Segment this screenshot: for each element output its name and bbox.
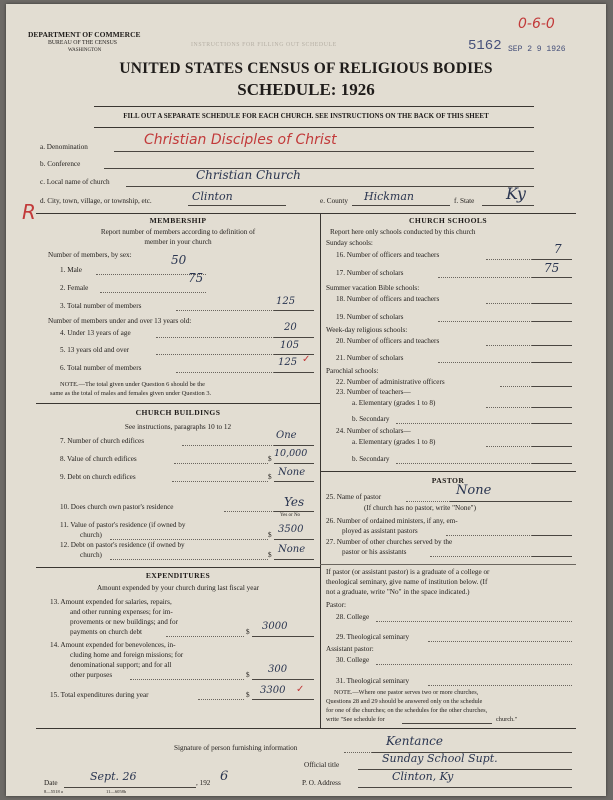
q6-total-label: 6. Total number of members <box>60 364 142 372</box>
q14-line4: other purposes <box>70 671 113 679</box>
age-intro-label: Number of members under and over 13 years old: <box>48 317 192 325</box>
q14-line2: cluding home and foreign missions; for <box>70 651 184 659</box>
department-label: DEPARTMENT OF COMMERCE <box>28 30 141 39</box>
q1-male-label: 1. Male <box>60 266 82 274</box>
buildings-sub: See instructions, paragraphs 10 to 12 <box>124 423 232 431</box>
q5-over13-label: 5. 13 years old and over <box>60 346 130 354</box>
q14-value: 300 <box>268 664 288 675</box>
q15-check-mark: ✓ <box>296 684 305 695</box>
graduate-instr-line2: theological seminary, give name of institution below. (If <box>326 578 488 586</box>
q3-total-label: 3. Total number of members <box>60 302 142 310</box>
receipt-stamp-date: SEP 2 9 1926 <box>508 45 566 54</box>
q26-line2: ployed as assistant pastors <box>342 527 418 535</box>
schools-intro: Report here only schools conducted by this church <box>330 228 476 236</box>
q15-total-label: 15. Total expenditures during year <box>50 691 149 699</box>
q12-residence-debt-value: None <box>278 544 306 555</box>
graduate-instr-line3: not a graduate, write "No" in the space indicated.) <box>326 588 470 596</box>
q20-label: 20. Number of officers and teachers <box>336 337 440 345</box>
q9-debt-label: 9. Debt on church edifices <box>60 473 136 481</box>
city-town-label: d. City, town, village, or township, etc. <box>40 197 152 205</box>
city-town-value: Clinton <box>192 190 233 203</box>
bureau-label: BUREAU OF THE CENSUS <box>48 40 117 46</box>
q17-label: 17. Number of scholars <box>336 269 404 277</box>
q18-label: 18. Number of officers and teachers <box>336 295 440 303</box>
q7-edifices-value: One <box>276 430 297 441</box>
pastor-heading: PASTOR <box>431 476 465 485</box>
q29-label: 29. Theological seminary <box>336 633 410 641</box>
receipt-stamp-number: 5162 <box>468 38 502 54</box>
county-value: Hickman <box>364 190 415 203</box>
parochial-schools-label: Parochial schools: <box>326 367 379 375</box>
assistant-pastor-subheading: Assistant pastor: <box>326 645 374 653</box>
margin-r-mark: R <box>22 200 36 224</box>
q17-value: 75 <box>544 261 560 275</box>
q14-line1: 14. Amount expended for benevolences, in- <box>50 641 176 649</box>
pastor-subheading: Pastor: <box>326 601 346 609</box>
fill-out-instruction: FILL OUT A SEPARATE SCHEDULE FOR EACH CHURCH. SEE INSTRUCTIONS ON THE BACK OF THIS SHEET <box>123 112 489 120</box>
signature-value: Kentance <box>386 734 443 748</box>
q16-value: 7 <box>554 242 562 256</box>
q25-label: 25. Name of pastor <box>326 493 382 501</box>
q8-value-label: 8. Value of church edifices <box>60 455 137 463</box>
membership-intro-line2: member in your church <box>144 238 212 246</box>
yes-or-no-note: Yes or No <box>280 513 301 518</box>
q11-residence-value-label-1: 11. Value of pastor's residence (if owned by <box>60 521 186 529</box>
q22-label: 22. Number of administrative officers <box>336 378 445 386</box>
expenditures-heading: EXPENDITURES <box>145 571 211 580</box>
membership-intro-line1: Report number of members according to definition of <box>100 228 256 236</box>
year-value: 6 <box>220 769 229 784</box>
q13-line2: and other running expenses; for im- <box>70 608 173 616</box>
q24b-label: b. Secondary <box>352 455 390 463</box>
q11-residence-value-value: 3500 <box>278 524 304 535</box>
pastor-note-line4: write "See schedule for <box>326 716 385 723</box>
official-title-label: Official title <box>304 761 340 769</box>
summer-schools-label: Summer vacation Bible schools: <box>326 284 420 292</box>
q12-residence-debt-label-2: church) <box>80 551 102 559</box>
date-value: Sept. 26 <box>90 770 137 783</box>
q30-label: 30. College <box>336 656 370 664</box>
membership-note-line2: same as the total of males and females given under Question 3. <box>50 390 212 397</box>
q31-label: 31. Theological seminary <box>336 677 410 685</box>
date-label: Date <box>44 779 58 787</box>
form-number-2: 11—6058b <box>106 789 127 794</box>
q4-under13-label: 4. Under 13 years of age <box>60 329 131 337</box>
faded-instructions-text: INSTRUCTIONS FOR FILLING OUT SCHEDULE <box>191 42 337 48</box>
q24a-label: a. Elementary (grades 1 to 8) <box>352 438 436 446</box>
q10-residence-label: 10. Does church own pastor's residence <box>60 503 174 511</box>
po-address-value: Clinton, Ky <box>392 770 454 783</box>
signature-label: Signature of person furnishing information <box>174 744 298 752</box>
denomination-value: Christian Disciples of Christ <box>144 132 337 148</box>
q13-line1: 13. Amount expended for salaries, repairs, <box>50 598 172 606</box>
q28-label: 28. College <box>336 613 370 621</box>
official-title-value: Sunday School Supt. <box>382 752 498 765</box>
q13-value: 3000 <box>262 621 288 632</box>
state-value: Ky <box>506 184 526 203</box>
q25-note: (If church has no pastor, write "None") <box>364 504 476 512</box>
q2-female-label: 2. Female <box>60 284 89 292</box>
q27-line2: pastor or his assistants <box>342 548 407 556</box>
q23-label: 23. Number of teachers— <box>336 388 411 396</box>
local-name-value: Christian Church <box>196 168 301 182</box>
graduate-instr-line1: If pastor (or assistant pastor) is a graduate of a college or <box>326 568 490 576</box>
q16-label: 16. Number of officers and teachers <box>336 251 440 259</box>
q7-edifices-label: 7. Number of church edifices <box>60 437 145 445</box>
q14-line3: denominational support; and for all <box>70 661 172 669</box>
q3-total-value: 125 <box>276 296 296 307</box>
q13-line3: provements or new buildings; and for <box>70 618 178 626</box>
po-address-label: P. O. Address <box>302 779 341 787</box>
sunday-schools-label: Sunday schools: <box>326 239 373 247</box>
form-title: UNITED STATES CENSUS OF RELIGIOUS BODIES <box>119 60 493 77</box>
q4-under13-value: 20 <box>284 322 297 333</box>
q10-residence-value: Yes <box>284 495 305 509</box>
q24-label: 24. Number of scholars— <box>336 427 411 435</box>
pastor-note-line5: church." <box>496 716 518 723</box>
q2-female-value: 75 <box>188 271 204 285</box>
weekday-schools-label: Week-day religious schools: <box>326 326 408 334</box>
q23a-label: a. Elementary (grades 1 to 8) <box>352 399 436 407</box>
q9-debt-value: None <box>278 467 306 478</box>
red-code-mark: 0-6-0 <box>518 16 555 32</box>
city-label: WASHINGTON <box>68 48 102 53</box>
q19-label: 19. Number of scholars <box>336 313 404 321</box>
q15-total-value: 3300 <box>260 685 286 696</box>
pastor-note-line3: for one of the churches; on the schedules for the other churches, <box>326 707 488 714</box>
county-label: e. County <box>320 197 348 205</box>
conference-label: b. Conference <box>40 160 81 168</box>
q8-value-value: 10,000 <box>274 448 308 459</box>
denomination-label: a. Denomination <box>40 143 88 151</box>
members-by-sex-label: Number of members, by sex: <box>48 251 132 259</box>
expenditures-sub: Amount expended by your church during last fiscal year <box>96 584 260 592</box>
membership-note-line1: NOTE.—The total given under Question 6 should be the <box>60 381 206 388</box>
q12-residence-debt-label-1: 12. Debt on pastor's residence (if owned by <box>60 541 185 549</box>
q26-line1: 26. Number of ordained ministers, if any, em- <box>326 517 458 525</box>
q21-label: 21. Number of scholars <box>336 354 404 362</box>
form-number: 8—5518 a <box>44 789 63 794</box>
pastor-note-line1: NOTE.—Where one pastor serves two or more churches, <box>334 689 479 696</box>
pastor-note-line2: Questions 28 and 29 should be answered only on the schedule <box>326 698 483 705</box>
local-name-label: c. Local name of church <box>40 178 110 186</box>
schedule-title: SCHEDULE: 1926 <box>237 80 375 99</box>
q1-male-value: 50 <box>171 253 187 267</box>
buildings-heading: CHURCH BUILDINGS <box>135 408 221 417</box>
q11-residence-value-label-2: church) <box>80 531 102 539</box>
q23b-label: b. Secondary <box>352 415 390 423</box>
schools-heading: CHURCH SCHOOLS <box>409 216 487 225</box>
q27-line1: 27. Number of other churches served by the <box>326 538 453 546</box>
q6-check-mark: ✓ <box>302 354 311 365</box>
census-schedule-sheet: DEPARTMENT OF COMMERCE BUREAU OF THE CENSUS WASHINGTON INSTRUCTIONS FOR FILLING OUT SCHEDULE 5162 SEP 2 9 1926 0-6-0 UNITED STATES CENSUS OF RELIGIOUS BODIES SCHEDULE: 1926 FILL OUT A SEPARATE SCHEDULE FOR EACH CHURCH. SEE INSTRUCTIONS ON THE BACK OF THIS SHEET a. Denomination Christian Disciples of Christ b. Conference c. Local name of church Christian Church d. City, town, village, or township, etc. Clinton e. County Hickman f. State Ky R MEMBERSHIP Report number of members according to definition of member in your church Number of members, by sex: 1. Male 50 2. Female 75 3. Total number of members 125 Number of members under and over 13 years old: 4. Under 13 years of age 20 5. 13 years old and over 105 6. Total number of members 125 ✓ NOTE.—The total given under Question 6 should be the same as the total of males and females given under Question 3. CHURCH BUILDINGS See instructions, paragraphs 10 to 12 7. Number of church edifices One 8. Value of church edifices $ 10,000 9. Debt on church edifices $ None 10. Does church own pastor's residence Yes Yes or No 11. Value of pastor's residence (if owned by church) $ 3500 12. Debt on pastor's residence (if owned by church) $ None EXPENDITURES Amount expended by your church during last fiscal year 13. Amount expended for salaries, repairs, and other running expenses; for im- provements or new buildings; and for payments on church debt $ 3000 14. Amount expended for benevolences, in- cluding home and foreign missions; for denominational support; and for all other purposes $ 300 15. Total expenditures during year $ 3300 ✓ CHURCH SCHOOLS Report here only schools conducted by this church Sunday schools: 16. Number of officers and teachers 7 17. Number of scholars 75 Summer vacation Bible schools: 18. Number of officers and teachers 19. Number of scholars Week-day religious schools: 20. Number of officers and teachers 21. Number of scholars Parochial schools: 22. Number of administrative officers 23. Number of teachers— a. Elementary (grades 1 to 8) b. Secondary 24. Number of scholars— a. Elementary (grades 1 to 8) b. Secondary PASTOR 25. Name of pastor None (If church has no pastor, write "None") 26. Number of ordained ministers, if any, em- ployed as assistant pastors 27. Number of other churches served by the pastor or his assistants If pastor (or assistant pastor) is a graduate of a college or theological seminary, give name of institution below. (If not a graduate, write "No" in the space indicated.) Pastor: 28. College 29. Theological seminary Assistant pastor: 30. College 31. Theological seminary NOTE.—Where one pastor serves two or more churches, Questions 28 and 29 should be answered only on the schedule for one of the churches; on the schedules for the other churches, write "See schedule for church." Signature of person furnishing information Kentance Official title Sunday School Supt. Date Sept. 26 , 192 6 P. O. Address Clinton, Ky 8—5518 a 11—6058b <box>6 4 606 796</box>
q6-total-value: 125 <box>278 357 298 368</box>
q13-line4: payments on church debt <box>70 628 143 636</box>
membership-heading: MEMBERSHIP <box>149 216 207 225</box>
year-prefix: , 192 <box>196 779 211 787</box>
q5-over13-value: 105 <box>280 340 300 351</box>
q25-value: None <box>456 483 492 498</box>
state-label: f. State <box>454 197 475 205</box>
